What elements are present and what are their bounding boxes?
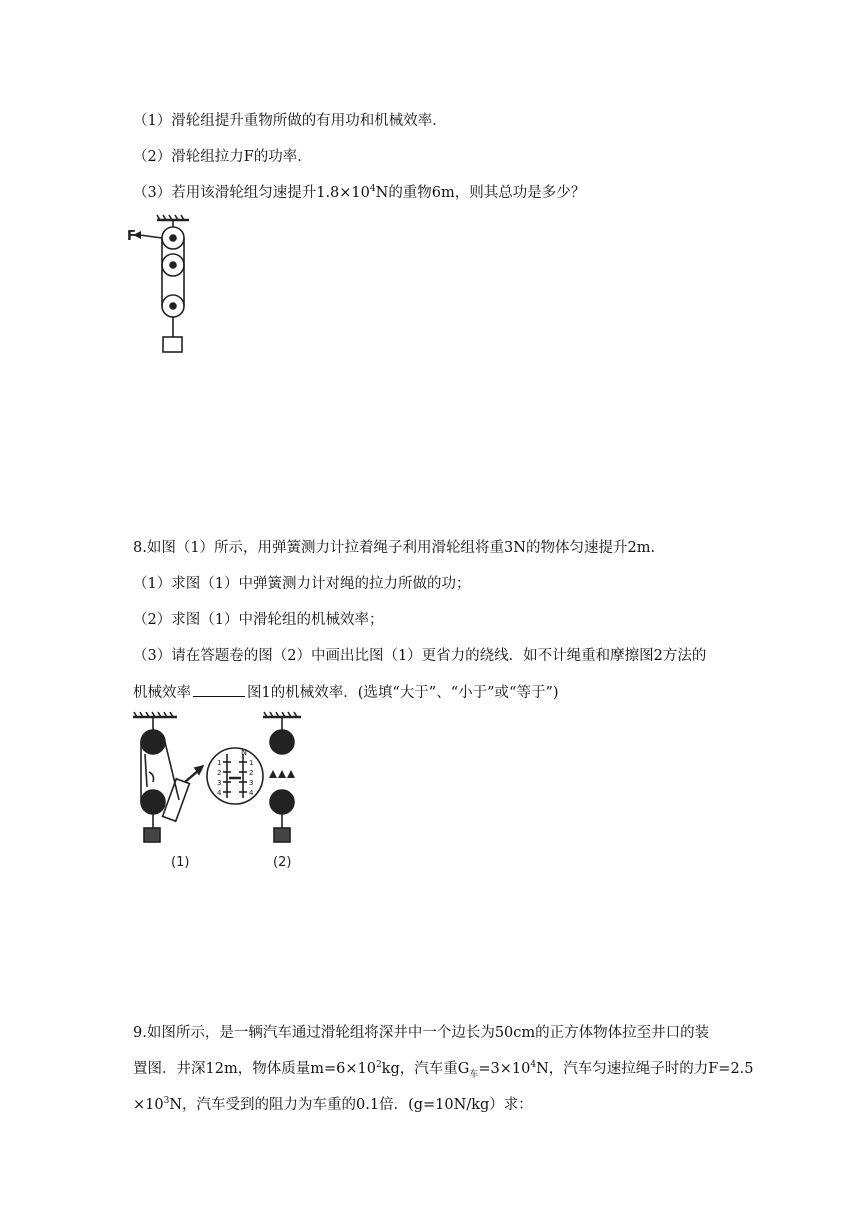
q7-part3-pre: （3）若用该滑轮组匀速提升1.8×10: [133, 185, 370, 201]
q9-line2-sub: 车: [469, 1069, 479, 1080]
gauge-tick: 1: [217, 759, 222, 767]
gauge-tick: 3: [217, 779, 222, 787]
q8-intro: 8.如图（1）所示，用弹簧测力计拉着绳子利用滑轮组将重3N的物体匀速提升2m.: [133, 540, 656, 556]
q9-line3: [133, 1095, 533, 1115]
q9-line2-exp2: 4: [530, 1060, 537, 1071]
q9-line3-exp: 3: [163, 1096, 170, 1107]
q9-line2: [133, 1059, 754, 1079]
gauge-tick: 2: [217, 769, 222, 777]
q7-force-label: F: [127, 229, 136, 244]
gauge-tick: 3: [249, 779, 254, 787]
q7-part2: （2）滑轮组拉力F的功率．: [133, 149, 312, 165]
q9-line2-c: =3×10: [478, 1061, 531, 1077]
q9-line3-a: ×10: [133, 1097, 164, 1113]
q8-part3-line1: （3）请在答题卷的图（2）中画出比图（1）更省力的绕线．如不计绳重和摩擦图2方法的: [133, 648, 707, 664]
q8-part3-post: 图1的机械效率．(选填“大于”、“小于”或“等于”): [247, 685, 559, 701]
q9-line2-d: N，汽车匀速拉绳子时的力F=2.5: [536, 1061, 754, 1077]
q8-part1: （1）求图（1）中弹簧测力计对绳的拉力所做的功；: [133, 576, 471, 592]
gauge-unit: N: [241, 748, 247, 757]
gauge-tick: 4: [249, 789, 254, 797]
q8-part3-line2: [133, 682, 559, 703]
gauge-tick: 2: [249, 769, 254, 777]
q9-line1: 9.如图所示，是一辆汽车通过滑轮组将深井中一个边长为50cm的正方体物体拉至井口的装: [133, 1025, 710, 1041]
q7-part1: （1）滑轮组提升重物所做的有用功和机械效率．: [133, 113, 447, 129]
q9-line2-b: kg，汽车重G: [381, 1061, 470, 1077]
gauge-tick: 4: [217, 789, 222, 797]
q8-part3-pre: 机械效率: [133, 685, 191, 701]
q8-part2: （2）求图（1）中滑轮组的机械效率；: [133, 612, 384, 628]
q9-line2-exp1: 2: [375, 1060, 382, 1071]
q8-pulley-figure: [125, 712, 305, 877]
q7-part3-post: N的重物6m，则其总功是多少？: [375, 185, 586, 201]
q9-line3-b: N，汽车受到的阻力为车重的0.1倍．(g=10N/kg）求：: [169, 1097, 533, 1113]
q7-pulley-figure: [125, 213, 195, 358]
figure-label-1: (1): [171, 855, 190, 870]
gauge-tick: 1: [249, 759, 254, 767]
answer-blank[interactable]: [193, 682, 245, 697]
figure-label-2: (2): [273, 855, 292, 870]
q9-line2-a: 置图．井深12m，物体质量m=6×10: [133, 1061, 376, 1077]
q7-part3: [133, 183, 585, 203]
q7-part3-exp: 4: [369, 184, 376, 195]
